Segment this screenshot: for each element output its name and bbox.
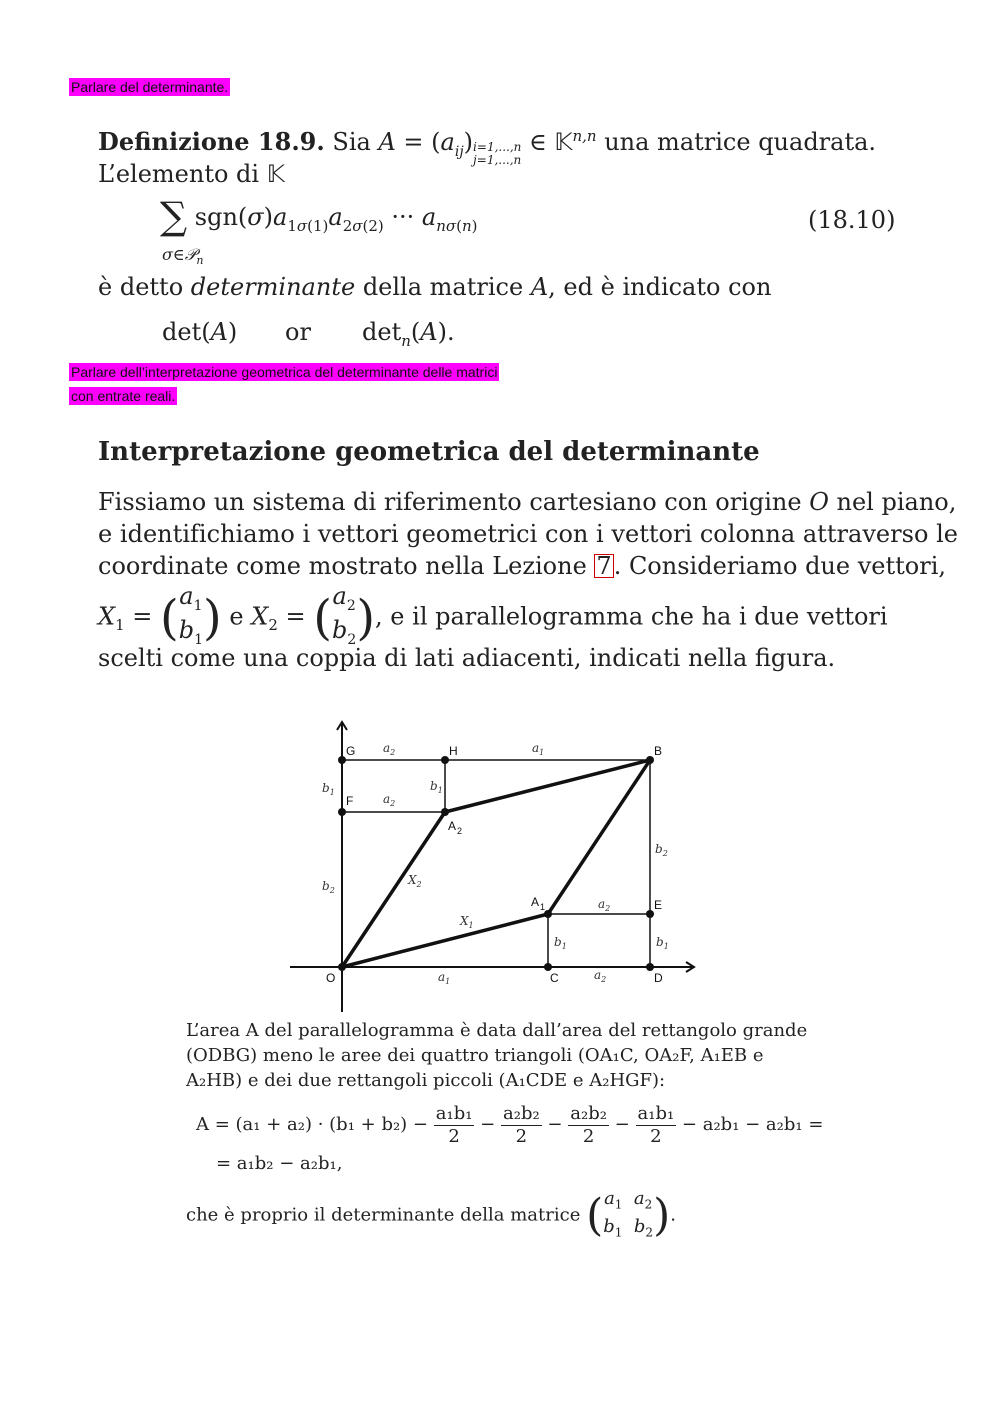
- detn-notation: $\det_n(A)$.: [362, 318, 455, 350]
- seg-label-b2-left: $b_2$: [322, 879, 335, 895]
- lesson-reference-link[interactable]: 7: [596, 552, 612, 580]
- point-label-b: B: [654, 744, 663, 758]
- det-or: or: [285, 318, 311, 346]
- definition-line-2: L’elemento di 𝕂: [98, 160, 285, 188]
- point-label-a2-sub: 2: [457, 826, 463, 836]
- seg-label-a1-bottom: $a_1$: [438, 970, 451, 986]
- definition-line-1: Definizione 18.9. Sia $A = (a_{ij})i=1,...,n$ j=1,...,n ∈ 𝕂$^{n,n}$ una matrice quadrata.: [98, 127, 877, 167]
- point-label-h: H: [449, 744, 458, 758]
- paragraph-line-1: Fissiamo un sistema di riferimento cartesiano con origine O nel piano,: [98, 488, 957, 516]
- seg-label-b2-right: $b_2$: [655, 842, 668, 858]
- caption-final: che è proprio il determinante della matrice ($a_1$ $a_2$ $b_1$ $b_2$).: [186, 1188, 676, 1241]
- seg-label-b1-h: $b_1$: [430, 779, 443, 795]
- section-title: Interpretazione geometrica del determinante: [98, 437, 760, 467]
- seg-label-x1: $X_1$: [460, 914, 474, 930]
- caption-line-1: L’area A del parallelogramma è data dall’area del rettangolo grande: [186, 1020, 808, 1041]
- definition-label: Definizione 18.9.: [98, 127, 325, 156]
- note-highlight: con entrate reali.: [71, 388, 176, 404]
- point-label-o: O: [326, 971, 336, 985]
- sum-index: σ∈𝒫$_n$: [162, 245, 204, 268]
- area-equation-1: A = (a₁ + a₂) · (b₁ + b₂) − $\frac{\text{a₁b₁}}{2}$ − $\frac{\text{a₂b₂}}{2}$ − $\frac{\text{a₂b₂}}{2}$ − $\frac{\text{a₁b₁}}{2}$ − a₂b₁ − a₂b₁ =: [196, 1102, 824, 1147]
- point-label-a2: A: [448, 819, 457, 833]
- seg-label-a2-bottom: $a_2$: [594, 968, 607, 984]
- paragraph-line-4: $X_1 = (a_1$ $b_1$) e $X_2 = (a_2$ $b_2$), e il parallelogramma che ha i due vettori: [98, 582, 888, 648]
- paragraph-line-3: coordinate come mostrato nella Lezione 7. Consideriamo due vettori,: [98, 552, 946, 580]
- point-label-a1-sub: 1: [540, 902, 546, 912]
- paragraph-line-5: scelti come una coppia di lati adiacenti, indicati nella figura.: [98, 644, 836, 672]
- point-label-a1: A: [531, 895, 540, 909]
- note-highlight: Parlare del determinante.: [71, 79, 229, 95]
- seg-label-b1-c: $b_1$: [554, 935, 567, 951]
- determinant-formula: ∑ $sgn(\sigma)a_{1\sigma(1)}a_{2\sigma(2)}$ ··· $a_{n\sigma(n)}$: [160, 194, 478, 238]
- seg-label-a2-e: $a_2$: [598, 897, 611, 913]
- caption-line-3: A₂HB) e dei due rettangoli piccoli (A₁CDE e A₂HGF):: [186, 1070, 666, 1091]
- seg-label-b1-d: $b_1$: [656, 935, 669, 951]
- note-highlight: Parlare dell’interpretazione geometrica del determinante delle matrici: [71, 364, 498, 380]
- det-notation: det(A): [162, 318, 238, 346]
- point-label-e: E: [654, 898, 663, 912]
- seg-label-b1-left: $b_1$: [322, 781, 335, 797]
- seg-label-a2-mid: $a_2$: [383, 792, 396, 808]
- seg-label-a1-top: $a_1$: [532, 741, 545, 757]
- seg-label-a2-top: $a_2$: [383, 741, 396, 757]
- point-label-d: D: [654, 971, 663, 985]
- caption-line-2: (ODBG) meno le aree dei quattro triangoli (OA₁C, OA₂F, A₁EB e: [186, 1045, 764, 1066]
- seg-label-x2: $X_2$: [408, 873, 422, 889]
- point-label-g: G: [346, 744, 356, 758]
- point-label-c: C: [550, 971, 559, 985]
- paragraph-line-2: e identifichiamo i vettori geometrici con i vettori colonna attraverso le: [98, 520, 958, 548]
- point-label-f: F: [346, 794, 354, 808]
- definition-line-3: è detto determinante della matrice A, ed è indicato con: [98, 273, 772, 301]
- equation-number: (18.10): [808, 206, 896, 234]
- area-equation-2: = a₁b₂ − a₂b₁,: [216, 1153, 343, 1174]
